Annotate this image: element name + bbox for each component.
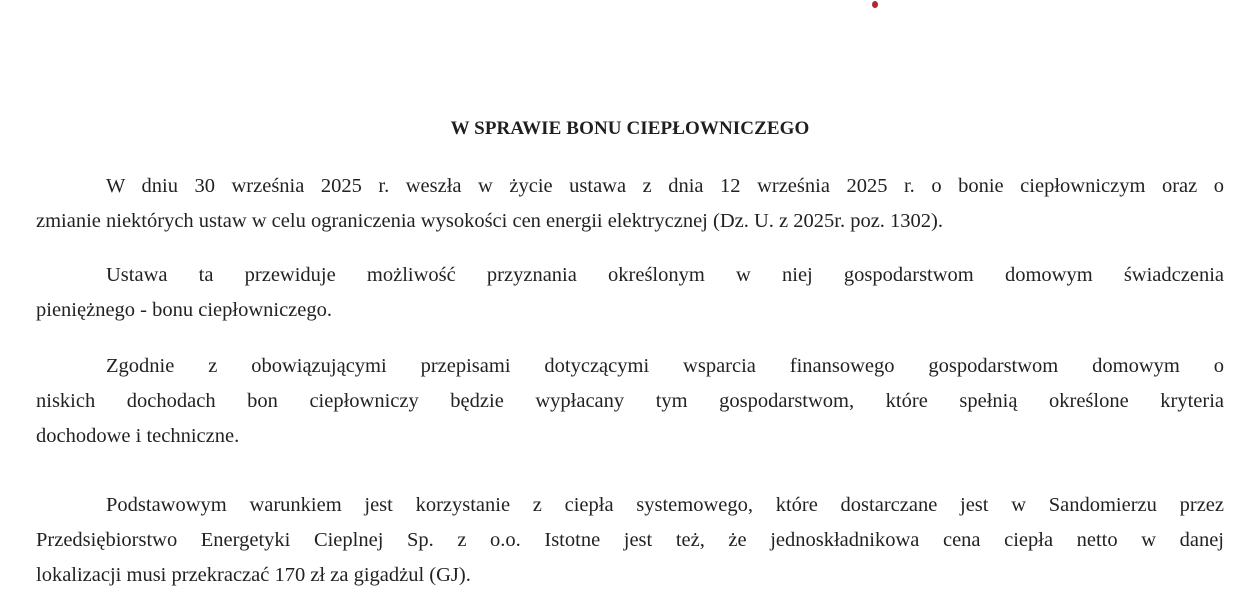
paragraph-4-line-1: Podstawowym warunkiem jest korzystanie z ciepła systemowego, które dostarczane jest w Sandomierzu przez bbox=[106, 494, 1224, 516]
paragraph-3-line-3: dochodowe i techniczne. bbox=[36, 425, 240, 447]
paragraph-3-line-1: Zgodnie z obowiązującymi przepisami dotyczącymi wsparcia finansowego gospodarstwom domowym o bbox=[106, 355, 1224, 377]
paragraph-4 bbox=[36, 488, 1224, 593]
paragraph-2-line-2: pieniężnego - bonu ciepłowniczego. bbox=[36, 299, 332, 321]
paragraph-2 bbox=[36, 258, 1224, 328]
paragraph-4-line-3: lokalizacji musi przekraczać 170 zł za gigadżul (GJ). bbox=[36, 564, 471, 586]
paragraph-1-line-1: W dniu 30 września 2025 r. weszła w życie ustawa z dnia 12 września 2025 r. o bonie ciepłowniczym oraz o bbox=[106, 175, 1224, 197]
paragraph-2-line-1: Ustawa ta przewiduje możliwość przyznania określonym w niej gospodarstwom domowym świadczenia bbox=[106, 264, 1224, 286]
paragraph-1 bbox=[36, 169, 1224, 239]
paragraph-1-line-2: zmianie niektórych ustaw w celu ograniczenia wysokości cen energii elektrycznej (Dz. U. z 2025r. poz. 1302). bbox=[36, 210, 943, 232]
paragraph-4-line-2: Przedsiębiorstwo Energetyki Cieplnej Sp. z o.o. Istotne jest też, że jednoskładnikowa cena ciepła netto w danej bbox=[36, 529, 1224, 551]
document-title: W SPRAWIE BONU CIEPŁOWNICZEGO bbox=[450, 118, 810, 139]
paragraph-3-line-2: niskich dochodach bon ciepłowniczy będzie wypłacany tym gospodarstwom, które spełnią określone kryteria bbox=[36, 390, 1224, 412]
paragraph-3 bbox=[36, 349, 1224, 454]
red-dot-marker bbox=[872, 1, 878, 8]
